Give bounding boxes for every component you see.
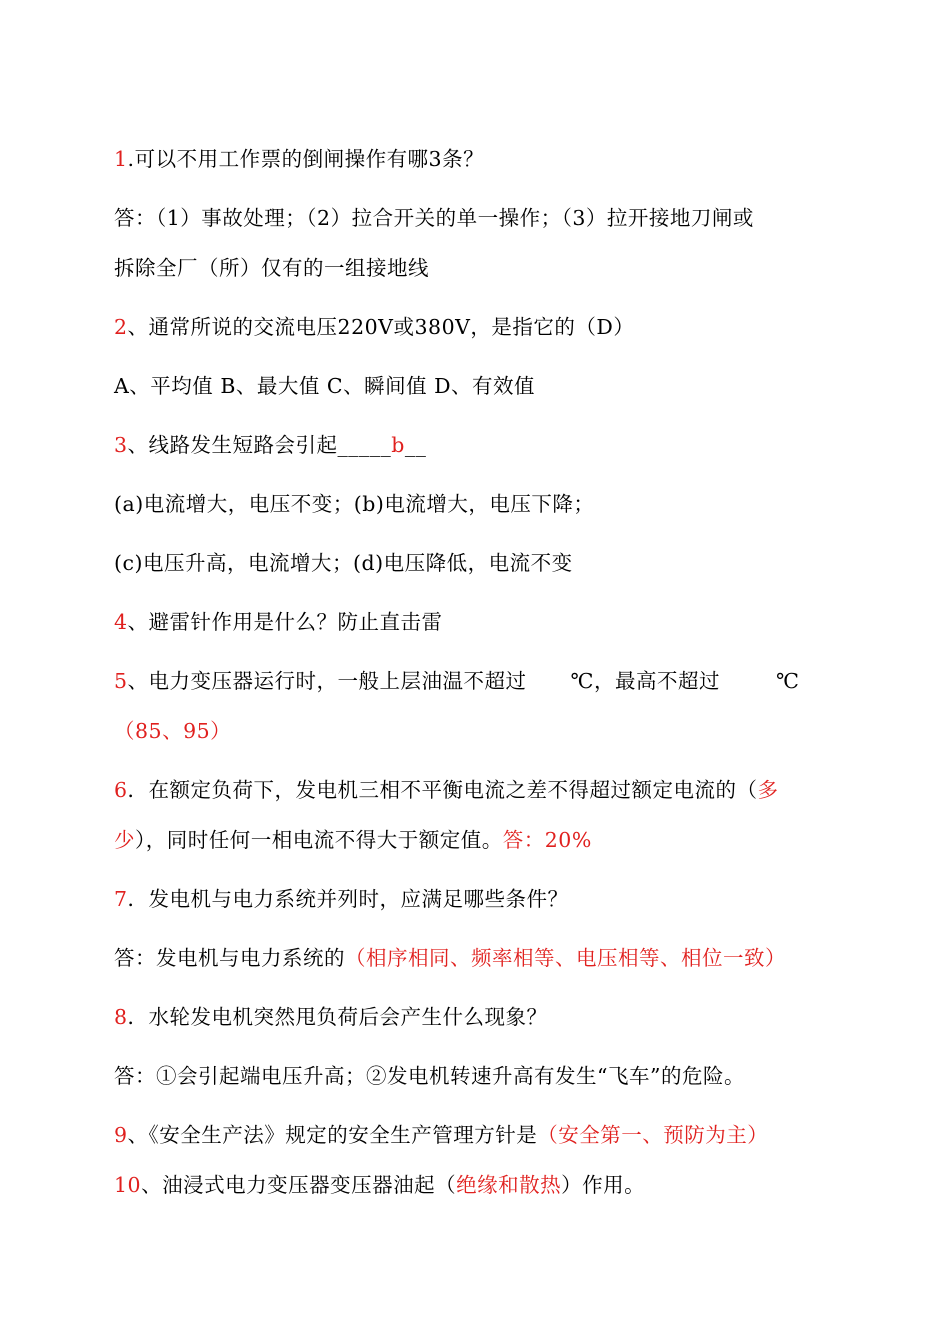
question-number: 10: [114, 1173, 142, 1197]
question-number: 2: [114, 315, 128, 339]
answer-text: 少: [114, 828, 135, 852]
question-text: .可以不用工作票的倒闸操作有哪3条？: [127, 147, 485, 171]
options-text: (a)电流增大，电压不变；(b)电流增大，电压下降；: [114, 492, 595, 516]
question-10: [114, 1160, 838, 1210]
question-8: [114, 992, 838, 1042]
options-text: (c)电压升高，电流增大；(d)电压降低，电流不变: [114, 551, 573, 575]
question-answer: b: [391, 433, 405, 457]
answer-text: （安全第一、预防为主）: [537, 1123, 769, 1147]
answer-text: 答：20%: [502, 828, 592, 852]
question-text: 、线路发生短路会引起_____: [127, 433, 392, 457]
options-text: A、平均值 B、最大值 C、瞬间值 D、有效值: [114, 374, 536, 398]
question-1: [114, 134, 838, 184]
question-number: 1: [114, 147, 128, 171]
question-text: 、油浸式电力变压器变压器油起（: [141, 1173, 457, 1197]
question-6-line-2: [114, 815, 838, 865]
question-text: 、避雷针作用是什么？防止直击雷: [127, 610, 443, 634]
question-text: ℃，最高不超过: [570, 669, 720, 693]
question-text: ）作用。: [561, 1173, 646, 1197]
question-4: [114, 597, 838, 647]
question-text: ），同时任何一相电流不得大于额定值。: [135, 828, 503, 852]
answer-5: [114, 706, 838, 756]
question-text: ℃: [775, 669, 800, 693]
question-text: 、通常所说的交流电压220V或380V，是指它的（D）: [127, 315, 635, 339]
question-7: [114, 874, 838, 924]
question-number: 6: [114, 778, 128, 802]
answer-text: 答：（1）事故处理；（2）拉合开关的单一操作；（3）拉开接地刀闸或: [114, 206, 754, 230]
answer-text: 拆除全厂（所）仅有的一组接地线: [114, 256, 429, 280]
answer-text: （85、95）: [114, 719, 232, 743]
question-2-options: [114, 361, 838, 411]
question-number: 5: [114, 669, 128, 693]
answer-prefix: 答：发电机与电力系统的: [114, 946, 345, 970]
question-text: 、电力变压器运行时，一般上层油温不超过: [127, 669, 527, 693]
question-number: 3: [114, 433, 128, 457]
question-5: [114, 656, 838, 706]
question-3-options-line-2: [114, 538, 838, 588]
answer-text: 答：①会引起端电压升高；②发电机转速升高有发生“飞车”的危险。: [114, 1064, 745, 1088]
document-page: [114, 134, 838, 1210]
question-text: 、《安全生产法》规定的安全生产管理方针是: [127, 1123, 538, 1147]
blank-tail: __: [404, 433, 427, 457]
question-number: 8: [114, 1005, 128, 1029]
answer-7: [114, 933, 838, 983]
answer-8: [114, 1051, 838, 1101]
question-6-line-1: [114, 765, 838, 815]
answer-text: 多: [757, 778, 779, 802]
question-9: [114, 1110, 838, 1160]
question-number: 7: [114, 887, 128, 911]
answer-1-line-1: [114, 193, 838, 243]
answer-text: （相序相同、频率相等、电压相等、相位一致）: [345, 946, 786, 970]
question-text: ．在额定负荷下，发电机三相不平衡电流之差不得超过额定电流的（: [127, 778, 758, 802]
question-number: 4: [114, 610, 128, 634]
question-text: ．发电机与电力系统并列时，应满足哪些条件？: [127, 887, 569, 911]
question-text: ．水轮发电机突然甩负荷后会产生什么现象？: [127, 1005, 548, 1029]
question-3: [114, 420, 838, 470]
question-3-options-line-1: [114, 479, 838, 529]
answer-text: 绝缘和散热: [456, 1173, 562, 1197]
question-2: [114, 302, 838, 352]
answer-1-line-2: [114, 243, 838, 293]
question-number: 9: [114, 1123, 128, 1147]
